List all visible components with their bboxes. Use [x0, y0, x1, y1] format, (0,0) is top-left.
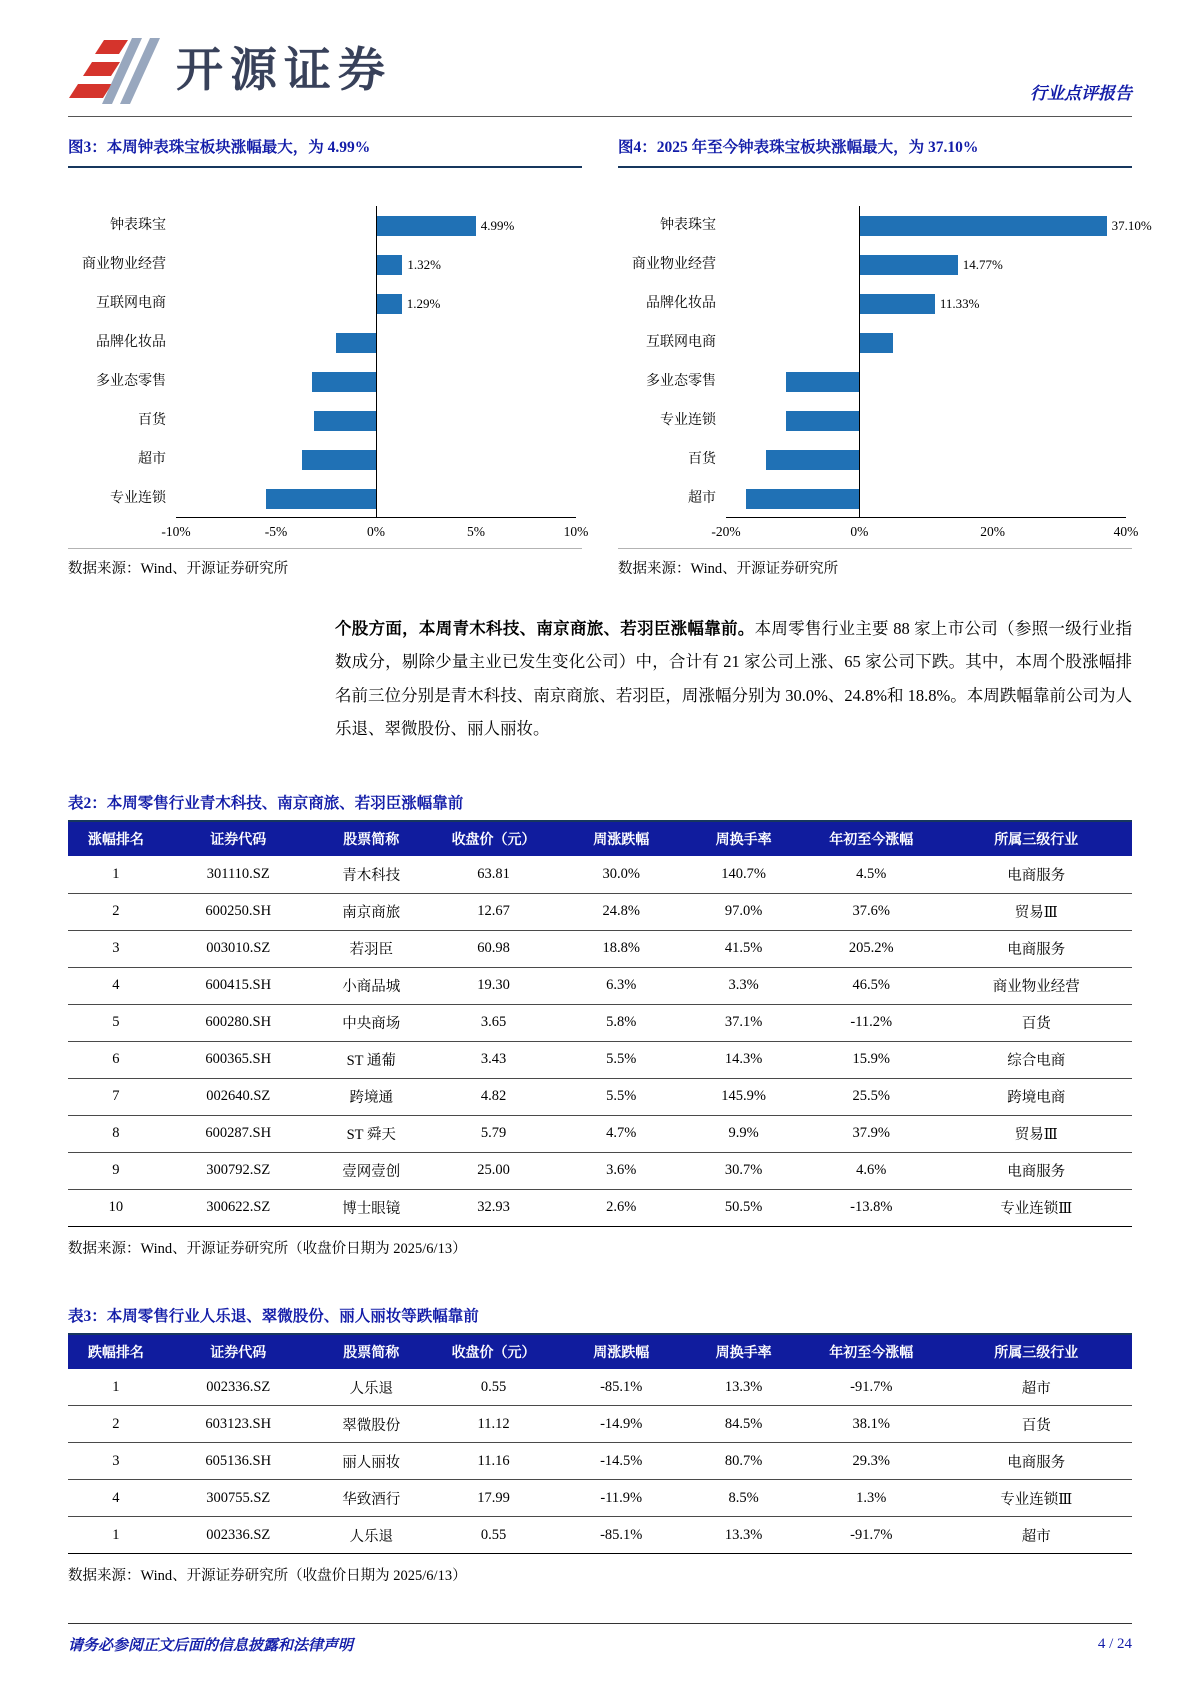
chart-bar — [859, 333, 892, 353]
table-row — [68, 1406, 1132, 1443]
table-cell: 301110.SZ — [164, 856, 313, 893]
figure4-title: 图4：2025 年至今钟表珠宝板块涨幅最大，为 37.10% — [618, 135, 1132, 168]
table-cell: -13.8% — [802, 1189, 940, 1226]
chart-category-label: 专业连锁 — [110, 491, 166, 506]
table-cell: 0.55 — [430, 1369, 558, 1406]
table-cell: 6 — [68, 1041, 164, 1078]
chart-category-label: 百货 — [138, 413, 166, 428]
table-row — [68, 1115, 1132, 1152]
column-header: 跌幅排名 — [68, 1335, 164, 1369]
table-cell: 4.5% — [802, 856, 940, 893]
table3-caption: 表3：本周零售行业人乐退、翠微股份、丽人丽妆等跌幅靠前 — [68, 1304, 1132, 1335]
table-cell: 600250.SH — [164, 893, 313, 930]
table-cell: 145.9% — [685, 1078, 802, 1115]
table-cell: 5.79 — [430, 1115, 558, 1152]
table-cell: 5.5% — [557, 1041, 685, 1078]
table-cell: 30.7% — [685, 1152, 802, 1189]
column-header: 年初至今涨幅 — [802, 822, 940, 856]
table-cell: 4.82 — [430, 1078, 558, 1115]
table-row — [68, 856, 1132, 893]
table-cell: 13.3% — [685, 1369, 802, 1406]
table-cell: 17.99 — [430, 1480, 558, 1517]
chart-category-label: 百货 — [688, 452, 716, 467]
table2-gainers — [68, 822, 1132, 1227]
paragraph-body-text: 本周零售行业主要 88 家上市公司（参照一级行业指数成分，剔除少量主业已发生变化公司）中，合计有 21 家公司上涨、65 家公司下跌。其中，本周个股涨幅排名前三位分别是青木科技、南京商旅、若羽臣，周涨幅分别为 30.0%、24.8%和 18.8%。本周跌幅靠前公司为人乐退、翠微股份、丽人丽妆。 — [335, 619, 1133, 738]
axis-tick-label: 0% — [367, 524, 385, 539]
table-cell: 18.8% — [557, 930, 685, 967]
column-header: 证券代码 — [164, 1335, 313, 1369]
column-header: 涨幅排名 — [68, 822, 164, 856]
table-cell: 0.55 — [430, 1517, 558, 1554]
table-cell: 人乐退 — [313, 1517, 430, 1554]
table-cell: 300755.SZ — [164, 1480, 313, 1517]
table-cell: 9.9% — [685, 1115, 802, 1152]
figure3-x-axis — [161, 517, 589, 543]
column-header: 股票简称 — [313, 822, 430, 856]
table-cell: 19.30 — [430, 967, 558, 1004]
table-cell: 002640.SZ — [164, 1078, 313, 1115]
table-cell: 综合电商 — [940, 1041, 1132, 1078]
table-cell: 14.3% — [685, 1041, 802, 1078]
table-cell: -91.7% — [802, 1369, 940, 1406]
table-cell: 37.1% — [685, 1004, 802, 1041]
table-cell: 电商服务 — [940, 930, 1132, 967]
chart-bar — [312, 372, 376, 392]
table-cell: 7 — [68, 1078, 164, 1115]
table-cell: 电商服务 — [940, 1152, 1132, 1189]
table-header-row — [68, 822, 1132, 856]
column-header: 周涨跌幅 — [557, 822, 685, 856]
table-cell: 3 — [68, 930, 164, 967]
figure3-plot-area — [161, 206, 589, 539]
figure4-plot — [618, 206, 1152, 539]
table-cell: 小商品城 — [313, 967, 430, 1004]
table-cell: 4.6% — [802, 1152, 940, 1189]
table-cell: 4 — [68, 1480, 164, 1517]
table-cell: 博士眼镜 — [313, 1189, 430, 1226]
chart-value-label: 11.33% — [939, 295, 980, 311]
chart-value-label: 1.29% — [406, 295, 441, 311]
table-cell: 9 — [68, 1152, 164, 1189]
footer-disclaimer: 请务必参阅正文后面的信息披露和法律声明 — [68, 1638, 354, 1655]
table-cell: 60.98 — [430, 930, 558, 967]
table-cell: 140.7% — [685, 856, 802, 893]
chart-bar — [859, 216, 1106, 236]
table-cell: 15.9% — [802, 1041, 940, 1078]
table-cell: -14.5% — [557, 1443, 685, 1480]
table-cell: 5.8% — [557, 1004, 685, 1041]
chart-bar — [786, 411, 859, 431]
table-row — [68, 967, 1132, 1004]
table-cell: 97.0% — [685, 893, 802, 930]
table-cell: 1 — [68, 1369, 164, 1406]
table-cell: 2 — [68, 1406, 164, 1443]
figure4-source-note: 数据来源：Wind、开源证券研究所 — [618, 548, 1132, 578]
table-cell: 37.9% — [802, 1115, 940, 1152]
table-cell: 1.3% — [802, 1480, 940, 1517]
table-cell: 百货 — [940, 1004, 1132, 1041]
table-cell: -11.9% — [557, 1480, 685, 1517]
table-cell: 12.67 — [430, 893, 558, 930]
body-paragraph — [335, 612, 1132, 745]
table-cell: 003010.SZ — [164, 930, 313, 967]
table-cell: 25.5% — [802, 1078, 940, 1115]
zero-axis-line — [859, 206, 860, 517]
table2-caption: 表2：本周零售行业青木科技、南京商旅、若羽臣涨幅靠前 — [68, 791, 1132, 822]
table-cell: 600280.SH — [164, 1004, 313, 1041]
axis-tick-label: 0% — [850, 524, 869, 539]
footer-page-number: 4 / 24 — [1097, 1636, 1132, 1653]
table-cell: 5 — [68, 1004, 164, 1041]
report-header — [68, 36, 1132, 117]
brand-logo — [68, 36, 392, 106]
table3-section — [68, 1304, 1132, 1586]
table-cell: 5.5% — [557, 1078, 685, 1115]
table-cell: 600415.SH — [164, 967, 313, 1004]
table-cell: 605136.SH — [164, 1443, 313, 1480]
zero-axis-line — [376, 206, 377, 517]
axis-tick-label: -5% — [264, 524, 288, 539]
table-cell: 63.81 — [430, 856, 558, 893]
chart-bar — [314, 411, 376, 431]
figure3-plot — [68, 206, 589, 539]
table-cell: 37.6% — [802, 893, 940, 930]
table-cell: 600287.SH — [164, 1115, 313, 1152]
table-cell: 24.8% — [557, 893, 685, 930]
table-cell: 8.5% — [685, 1480, 802, 1517]
page-footer — [68, 1623, 1132, 1655]
table-cell: 002336.SZ — [164, 1369, 313, 1406]
figure3-title: 图3：本周钟表珠宝板块涨幅最大，为 4.99% — [68, 135, 582, 168]
chart-category-label: 钟表珠宝 — [660, 218, 716, 233]
chart-value-label: 1.32% — [407, 256, 441, 272]
figure3-category-axis — [68, 206, 176, 518]
table-cell: 翠微股份 — [313, 1406, 430, 1443]
table-cell: 超市 — [940, 1517, 1132, 1554]
chart-category-label: 钟表珠宝 — [110, 218, 166, 233]
table-cell: 300622.SZ — [164, 1189, 313, 1226]
table-cell: 青木科技 — [313, 856, 430, 893]
table-cell: -85.1% — [557, 1517, 685, 1554]
report-type-label: 行业点评报告 — [1030, 84, 1132, 103]
figure4-plot-area — [711, 206, 1152, 539]
axis-tick-label: -10% — [161, 524, 191, 539]
axis-tick-label: 20% — [980, 524, 1006, 539]
chart-value-label: 4.99% — [480, 217, 515, 233]
column-header: 所属三级行业 — [940, 1335, 1132, 1369]
table-row — [68, 1152, 1132, 1189]
table-cell: 603123.SH — [164, 1406, 313, 1443]
axis-tick-label: 40% — [1113, 524, 1139, 539]
table-cell: 3.43 — [430, 1041, 558, 1078]
table-cell: 41.5% — [685, 930, 802, 967]
table-cell: 人乐退 — [313, 1369, 430, 1406]
table3-losers — [68, 1335, 1132, 1555]
table-cell: 专业连锁Ⅲ — [940, 1480, 1132, 1517]
axis-tick-label: 5% — [467, 524, 485, 539]
table-cell: 2 — [68, 893, 164, 930]
chart-category-label: 多业态零售 — [96, 374, 166, 389]
table-cell: 电商服务 — [940, 1443, 1132, 1480]
table-cell: ST 舜天 — [313, 1115, 430, 1152]
charts-section — [68, 135, 1152, 578]
chart-bar — [786, 372, 859, 392]
chart-category-label: 互联网电商 — [646, 335, 716, 350]
chart-category-label: 超市 — [688, 491, 716, 506]
table-cell: 3.3% — [685, 967, 802, 1004]
table-cell: 跨境通 — [313, 1078, 430, 1115]
table-cell: 2.6% — [557, 1189, 685, 1226]
chart-category-label: 商业物业经营 — [82, 257, 166, 272]
table-cell: 46.5% — [802, 967, 940, 1004]
table2-section — [68, 791, 1132, 1258]
chart-bar — [766, 450, 859, 470]
axis-tick-label: 10% — [563, 524, 589, 539]
table-cell: -14.9% — [557, 1406, 685, 1443]
chart-category-label: 商业物业经营 — [632, 257, 716, 272]
table-row — [68, 1517, 1132, 1554]
table-cell: 84.5% — [685, 1406, 802, 1443]
chart-value-label: 37.10% — [1111, 217, 1152, 233]
table-cell: 11.16 — [430, 1443, 558, 1480]
table-cell: 4 — [68, 967, 164, 1004]
table-cell: 1 — [68, 1517, 164, 1554]
table-cell: 80.7% — [685, 1443, 802, 1480]
chart-bar — [336, 333, 376, 353]
chart-bar — [266, 489, 376, 509]
axis-tick-label: -20% — [711, 524, 741, 539]
table-cell: -91.7% — [802, 1517, 940, 1554]
table-cell: 4.7% — [557, 1115, 685, 1152]
table-cell: -85.1% — [557, 1369, 685, 1406]
chart-category-label: 互联网电商 — [96, 296, 166, 311]
chart-bar — [376, 294, 402, 314]
table-row — [68, 930, 1132, 967]
figure4-chart — [618, 135, 1152, 578]
table-cell: 29.3% — [802, 1443, 940, 1480]
table3-source-note: 数据来源：Wind、开源证券研究所（收盘价日期为 2025/6/13） — [68, 1568, 467, 1585]
table-row — [68, 893, 1132, 930]
table-cell: 600365.SH — [164, 1041, 313, 1078]
table-cell: 50.5% — [685, 1189, 802, 1226]
table-cell: 32.93 — [430, 1189, 558, 1226]
table-cell: 若羽臣 — [313, 930, 430, 967]
table-cell: 华致酒行 — [313, 1480, 430, 1517]
table-row — [68, 1480, 1132, 1517]
table-cell: 6.3% — [557, 967, 685, 1004]
column-header: 股票简称 — [313, 1335, 430, 1369]
table-cell: 8 — [68, 1115, 164, 1152]
column-header: 年初至今涨幅 — [802, 1335, 940, 1369]
table-cell: 10 — [68, 1189, 164, 1226]
chart-bar — [302, 450, 376, 470]
table-cell: 1 — [68, 856, 164, 893]
table-row — [68, 1041, 1132, 1078]
table-cell: 丽人丽妆 — [313, 1443, 430, 1480]
column-header: 证券代码 — [164, 822, 313, 856]
figure4-category-axis — [618, 206, 726, 518]
table-cell: 002336.SZ — [164, 1517, 313, 1554]
chart-bar — [859, 294, 935, 314]
table-cell: 跨境电商 — [940, 1078, 1132, 1115]
column-header: 收盘价（元） — [430, 822, 558, 856]
table-cell: 25.00 — [430, 1152, 558, 1189]
table-cell: 3.65 — [430, 1004, 558, 1041]
table-row — [68, 1004, 1132, 1041]
table-cell: 贸易Ⅲ — [940, 893, 1132, 930]
brand-name: 开源证券 — [176, 44, 392, 97]
table-cell: 南京商旅 — [313, 893, 430, 930]
table-row — [68, 1189, 1132, 1226]
table-cell: 3.6% — [557, 1152, 685, 1189]
chart-category-label: 专业连锁 — [660, 413, 716, 428]
column-header: 周换手率 — [685, 822, 802, 856]
chart-value-label: 14.77% — [962, 256, 1003, 272]
table-cell: 38.1% — [802, 1406, 940, 1443]
table-cell: 贸易Ⅲ — [940, 1115, 1132, 1152]
table-cell: 300792.SZ — [164, 1152, 313, 1189]
table-cell: 专业连锁Ⅲ — [940, 1189, 1132, 1226]
column-header: 周涨跌幅 — [557, 1335, 685, 1369]
table-cell: 超市 — [940, 1369, 1132, 1406]
table-cell: 30.0% — [557, 856, 685, 893]
chart-bar — [746, 489, 859, 509]
column-header: 周换手率 — [685, 1335, 802, 1369]
column-header: 所属三级行业 — [940, 822, 1132, 856]
table-cell: 13.3% — [685, 1517, 802, 1554]
chart-category-label: 超市 — [138, 452, 166, 467]
table-cell: 商业物业经营 — [940, 967, 1132, 1004]
table-cell: 电商服务 — [940, 856, 1132, 893]
figure3-source-note: 数据来源：Wind、开源证券研究所 — [68, 548, 582, 578]
table-cell: 中央商场 — [313, 1004, 430, 1041]
table-cell: 205.2% — [802, 930, 940, 967]
table-cell: 壹网壹创 — [313, 1152, 430, 1189]
chart-bar — [376, 255, 402, 275]
chart-bar — [376, 216, 476, 236]
table-header-row — [68, 1335, 1132, 1369]
column-header: 收盘价（元） — [430, 1335, 558, 1369]
chart-bar — [859, 255, 957, 275]
table-cell: 百货 — [940, 1406, 1132, 1443]
table-cell: 11.12 — [430, 1406, 558, 1443]
table-cell: ST 通葡 — [313, 1041, 430, 1078]
table-row — [68, 1078, 1132, 1115]
table-row — [68, 1443, 1132, 1480]
figure4-x-axis — [711, 517, 1139, 543]
table2-source-note: 数据来源：Wind、开源证券研究所（收盘价日期为 2025/6/13） — [68, 1240, 467, 1257]
chart-category-label: 多业态零售 — [646, 374, 716, 389]
table-cell: -11.2% — [802, 1004, 940, 1041]
paragraph-lead-bold: 个股方面，本周青木科技、南京商旅、若羽臣涨幅靠前。 — [335, 619, 755, 638]
chart-category-label: 品牌化妆品 — [96, 335, 166, 350]
brand-logo-icon — [68, 36, 160, 106]
chart-category-label: 品牌化妆品 — [646, 296, 716, 311]
table-cell: 3 — [68, 1443, 164, 1480]
figure3-chart — [68, 135, 589, 578]
table-row — [68, 1369, 1132, 1406]
